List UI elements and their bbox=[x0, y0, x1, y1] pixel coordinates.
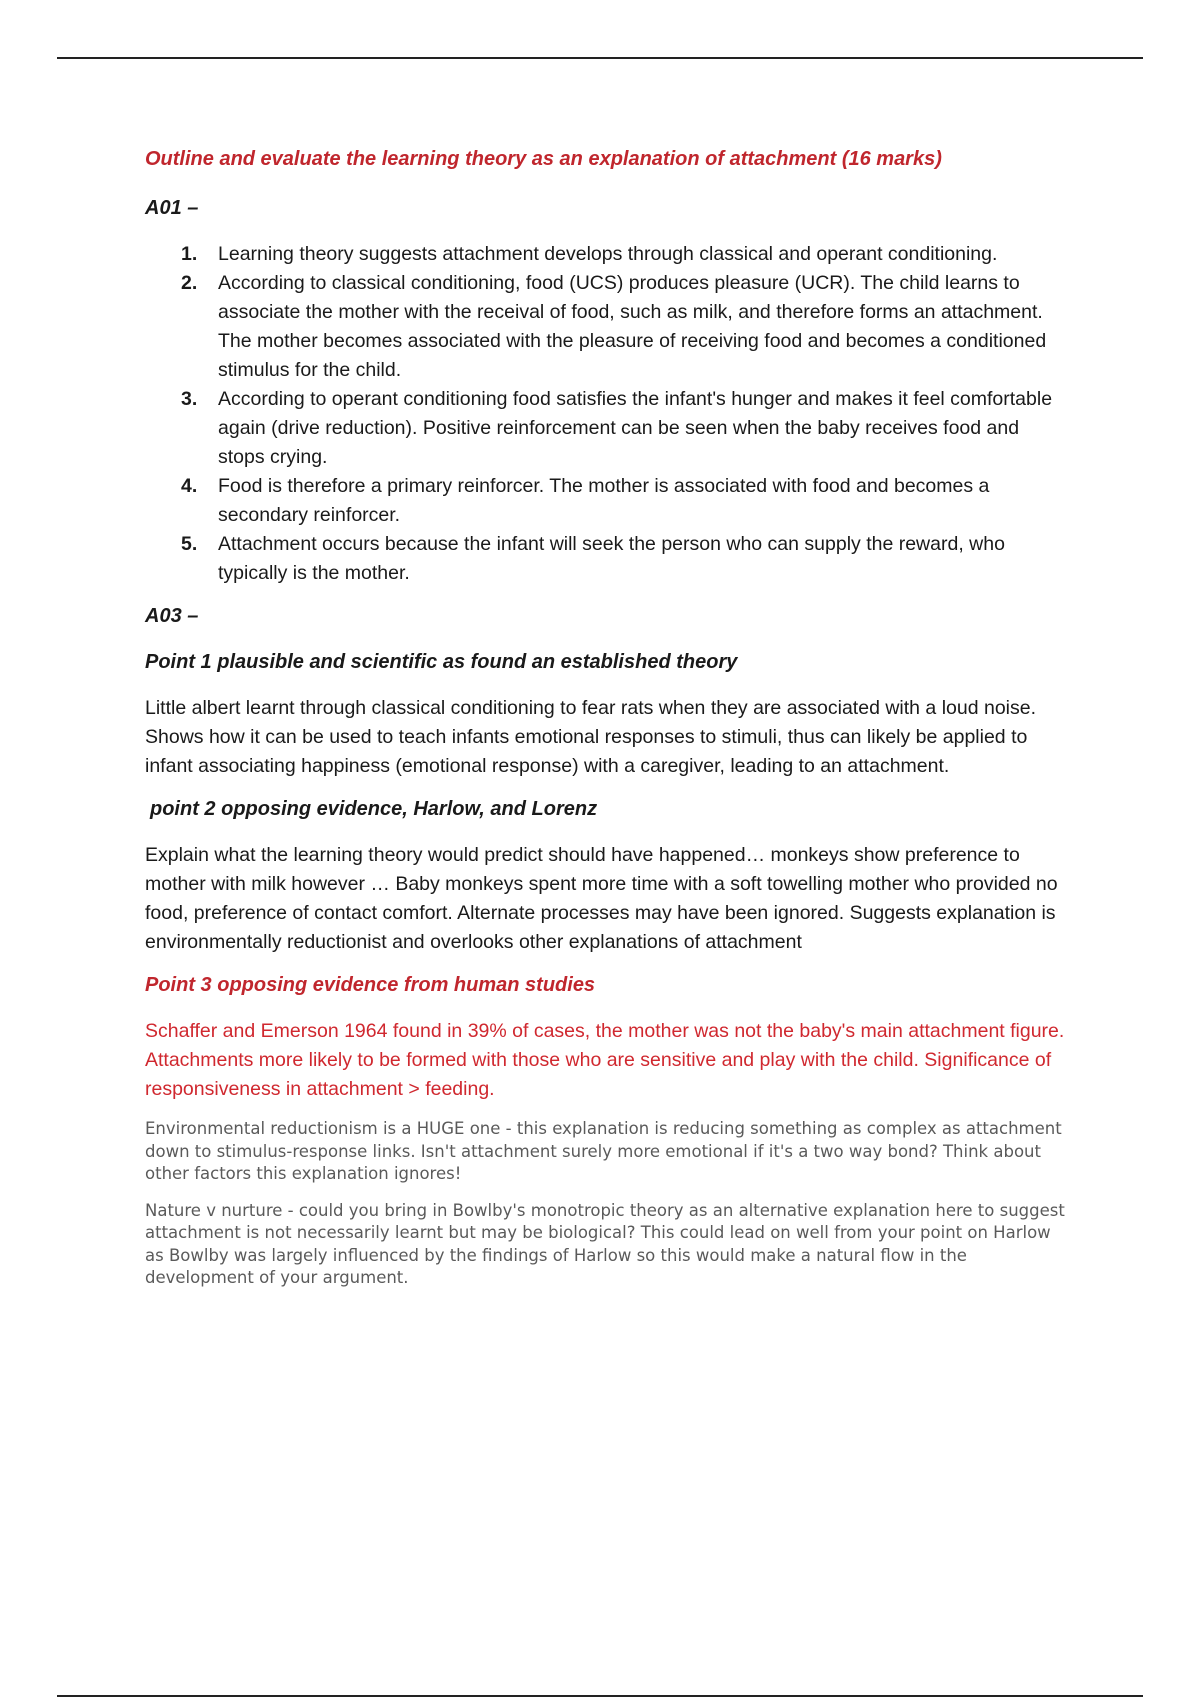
list-item bbox=[145, 269, 1065, 385]
point-1-text: Little albert learnt through classical conditioning to fear rats when they are associated with a loud noise. Shows how it can be used to teach infants emotional responses to stimuli, thus can likely be applied to infant associating happiness (emotional response) with a caregiver, leading to an attachment. bbox=[145, 697, 1037, 777]
list-item-number: 1. bbox=[181, 243, 198, 265]
point-3-heading: Point 3 opposing evidence from human studies bbox=[145, 974, 596, 996]
list-item-number: 2. bbox=[181, 272, 198, 294]
list-item-text: Learning theory suggests attachment develops through classical and operant conditioning. bbox=[218, 243, 998, 265]
ao3-heading: A03 – bbox=[145, 605, 199, 627]
point-2-heading: point 2 opposing evidence, Harlow, and Lorenz bbox=[150, 798, 598, 820]
ao1-heading: A01 – bbox=[145, 197, 199, 219]
essay-question-title: Outline and evaluate the learning theory as an explanation of attachment (16 marks) bbox=[145, 148, 942, 170]
list-item-number: 3. bbox=[181, 388, 198, 410]
teacher-comment: Environmental reductionism is a HUGE one - this explanation is reducing something as complex as attachment down to stimulus-response links. Isn't attachment surely more emotional if it's a two way bond? Think about other factors this explanation ignores! bbox=[145, 1119, 1062, 1183]
top-border-line bbox=[57, 57, 1143, 59]
list-item bbox=[145, 240, 1065, 269]
point-2-text: Explain what the learning theory would predict should have happened… monkeys show preference to mother with milk however … Baby monkeys spent more time with a soft towelling mother who provided no food, preference of contact comfort. Alternate processes may have been ignored. Suggests explanation is environmentally reductionist and overlooks other explanations of attachment bbox=[145, 844, 1058, 953]
point-3-text: Schaffer and Emerson 1964 found in 39% of cases, the mother was not the baby's main attachment figure. Attachments more likely to be formed with those who are sensitive and play with the child. Significance of responsiveness in attachment > feeding. bbox=[145, 1020, 1065, 1100]
list-item bbox=[145, 472, 1065, 530]
bottom-border-line bbox=[57, 1695, 1143, 1697]
list-item-text: Attachment occurs because the infant will seek the person who can supply the reward, who typically is the mother. bbox=[218, 533, 1005, 584]
list-item-text: Food is therefore a primary reinforcer. The mother is associated with food and becomes a secondary reinforcer. bbox=[218, 475, 990, 526]
list-item-number: 4. bbox=[181, 475, 198, 497]
list-item bbox=[145, 530, 1065, 588]
list-item bbox=[145, 385, 1065, 472]
list-item-text: According to classical conditioning, food (UCS) produces pleasure (UCR). The child learns to associate the mother with the receival of food, such as milk, and therefore forms an attachment. The mother becomes associated with the pleasure of receiving food and becomes a conditioned stimulus for the child. bbox=[218, 272, 1047, 381]
document-body bbox=[145, 145, 1065, 1304]
teacher-comment: Nature v nurture - could you bring in Bowlby's monotropic theory as an alternative explanation here to suggest attachment is not necessarily learnt but may be biological? This could lead on well from your point on Harlow as Bowlby was largely influenced by the findings of Harlow so this would make a natural flow in the development of your argument. bbox=[145, 1200, 1065, 1287]
list-item-number: 5. bbox=[181, 533, 198, 555]
list-item-text: According to operant conditioning food satisfies the infant's hunger and makes it feel comfortable again (drive reduction). Positive reinforcement can be seen when the baby receives food and stops crying. bbox=[218, 388, 1053, 468]
ao1-list bbox=[145, 240, 1065, 588]
point-1-heading: Point 1 plausible and scientific as found an established theory bbox=[145, 651, 738, 673]
